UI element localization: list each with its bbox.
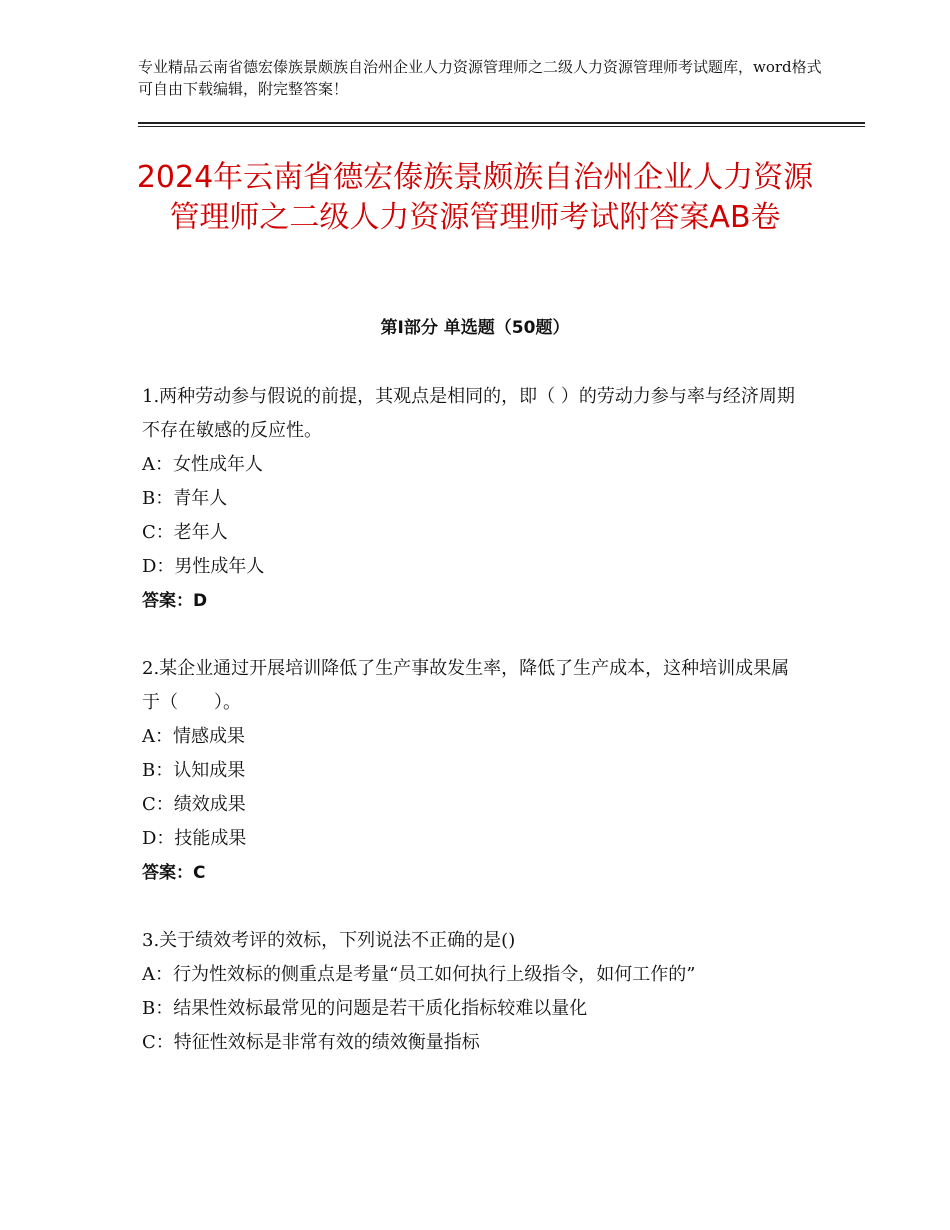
option-a: A：女性成年人 bbox=[142, 454, 263, 475]
answer-label: 答案：D bbox=[142, 591, 208, 611]
option-a: A：行为性效标的侧重点是考量“员工如何执行上级指令，如何工作的” bbox=[142, 964, 696, 985]
option-d: D：男性成年人 bbox=[142, 556, 265, 577]
question-stem: 2.某企业通过开展培训降低了生产事故发生率，降低了生产成本，这种培训成果属于（ ）。 bbox=[142, 658, 790, 713]
question-2 bbox=[142, 652, 802, 890]
header-rule-thick bbox=[138, 122, 865, 124]
question-1 bbox=[142, 380, 802, 618]
option-b: B：青年人 bbox=[142, 488, 228, 509]
option-b: B：结果性效标最常见的问题是若干质化指标较难以量化 bbox=[142, 998, 588, 1019]
section-title: 第Ⅰ部分 单选题（50题） bbox=[380, 318, 570, 338]
answer-label: 答案：C bbox=[142, 863, 206, 883]
document-title: 2024年云南省德宏傣族景颇族自治州企业人力资源管理师之二级人力资源管理师考试附答案AB卷 bbox=[136, 160, 814, 235]
option-c: C：绩效成果 bbox=[142, 794, 246, 815]
question-list bbox=[142, 380, 802, 1094]
option-d: D：技能成果 bbox=[142, 828, 247, 849]
question-stem: 1.两种劳动参与假说的前提，其观点是相同的，即（ ）的劳动力参与率与经济周期不存在敏感的反应性。 bbox=[142, 386, 795, 441]
header-note: 专业精品云南省德宏傣族景颇族自治州企业人力资源管理师之二级人力资源管理师考试题库，word格式可自由下载编辑，附完整答案！ bbox=[138, 58, 822, 98]
option-b: B：认知成果 bbox=[142, 760, 246, 781]
option-c: C：特征性效标是非常有效的绩效衡量指标 bbox=[142, 1032, 480, 1053]
question-3 bbox=[142, 924, 802, 1060]
header-rule-thin bbox=[138, 126, 865, 127]
option-c: C：老年人 bbox=[142, 522, 228, 543]
question-stem: 3.关于绩效考评的效标，下列说法不正确的是() bbox=[142, 930, 516, 951]
option-a: A：情感成果 bbox=[142, 726, 245, 747]
